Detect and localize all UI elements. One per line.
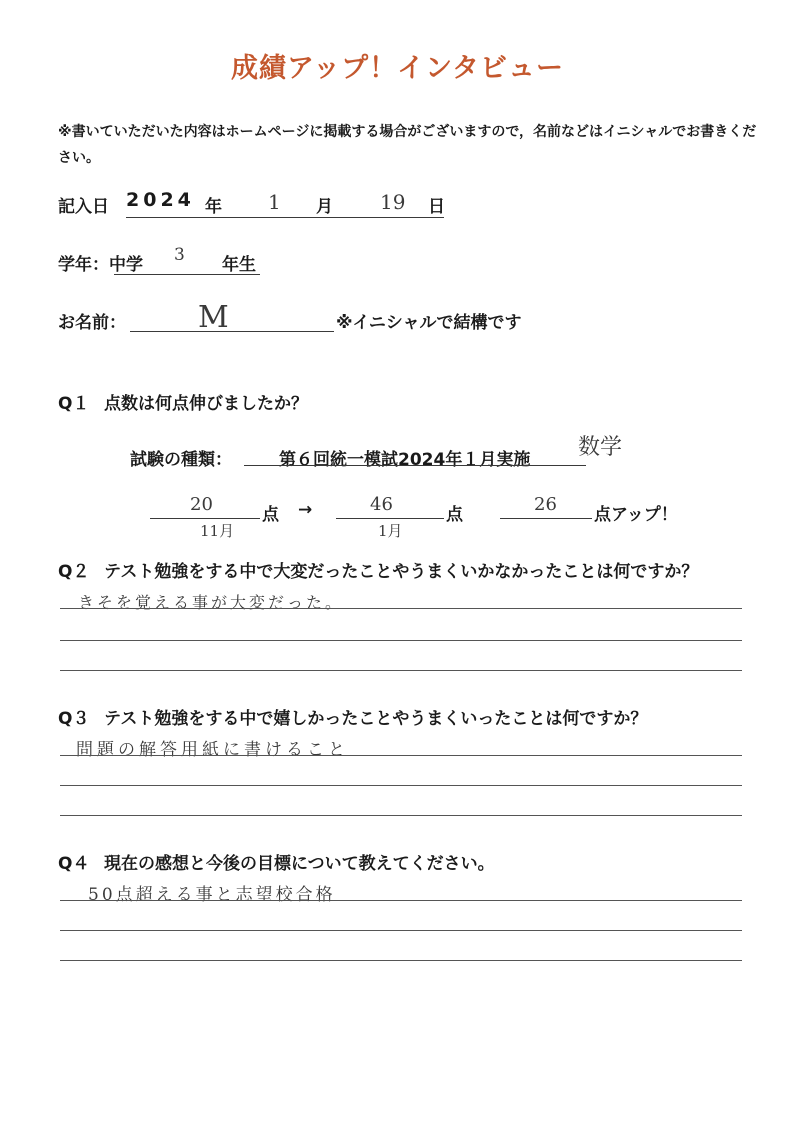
q1-up-underline bbox=[500, 518, 592, 519]
grade-value: 3 bbox=[174, 245, 185, 265]
q4-answer: 50点超える事と志望校合格 bbox=[88, 885, 336, 905]
q1-after-score: 46 bbox=[370, 494, 393, 515]
page-title: 成績アップ！インタビュー bbox=[230, 53, 565, 84]
q1-after-underline bbox=[336, 518, 444, 519]
entry-date-month: 1 bbox=[268, 190, 281, 214]
q3-answer: 問題の解答用紙に書けること bbox=[76, 740, 349, 760]
q2-question bbox=[58, 557, 698, 582]
q1-unit-1: 点 bbox=[262, 505, 279, 525]
entry-date-year-unit: 年 bbox=[205, 197, 222, 217]
q1-test-underline bbox=[244, 465, 586, 466]
grade-suffix: 年生 bbox=[222, 255, 256, 275]
q4-answer-line-2 bbox=[60, 930, 742, 931]
q1-up-value: 26 bbox=[534, 494, 557, 515]
grade-underline bbox=[114, 274, 260, 275]
q2-answer-line-2 bbox=[60, 640, 742, 641]
q2-answer-line-3 bbox=[60, 670, 742, 671]
name-value: M bbox=[198, 300, 231, 335]
q1-question bbox=[58, 389, 308, 414]
q1-after-month: 1月 bbox=[378, 522, 403, 540]
q3-answer-line-3 bbox=[60, 815, 742, 816]
q4-number: Q４ bbox=[58, 854, 90, 874]
q2-answer: きそを覚える事が大変だった。 bbox=[78, 593, 345, 612]
q1-before-month: 11月 bbox=[200, 522, 235, 540]
q1-test-label: 試験の種類： bbox=[130, 450, 232, 470]
q1-text: 点数は何点伸びましたか？ bbox=[104, 394, 308, 414]
entry-date-label: 記入日 bbox=[58, 197, 109, 217]
q1-subject: 数学 bbox=[578, 435, 623, 460]
q4-answer-line-3 bbox=[60, 960, 742, 961]
name-suffix: ※イニシャルで結構です bbox=[336, 313, 522, 333]
q4-question bbox=[58, 849, 495, 874]
q2-text: テスト勉強をする中で大変だったことやうまくいかなかったことは何ですか？ bbox=[104, 562, 699, 582]
q2-number: Q２ bbox=[58, 562, 90, 582]
q3-number: Q３ bbox=[58, 709, 90, 729]
grade-label: 学年：中学 bbox=[58, 255, 143, 275]
q1-up-label: 点アップ！ bbox=[594, 505, 678, 525]
q3-question bbox=[58, 704, 647, 729]
q1-before-underline bbox=[150, 518, 260, 519]
arrow-icon: → bbox=[298, 500, 313, 520]
entry-date-day-unit: 日 bbox=[428, 197, 445, 217]
q1-before-score: 20 bbox=[190, 494, 213, 515]
q1-test-value: 第６回統一模試2024年１月実施 bbox=[279, 450, 531, 470]
entry-date-month-unit: 月 bbox=[316, 197, 333, 217]
q4-text: 現在の感想と今後の目標について教えてください。 bbox=[104, 854, 495, 874]
name-label: お名前： bbox=[58, 313, 126, 333]
q3-text: テスト勉強をする中で嬉しかったことやうまくいったことは何ですか？ bbox=[104, 709, 648, 729]
q3-answer-line-1 bbox=[60, 755, 742, 756]
q4-answer-line-1 bbox=[60, 900, 742, 901]
q2-answer-line-1 bbox=[60, 608, 742, 609]
entry-date-underline bbox=[126, 217, 444, 218]
entry-date-day: 19 bbox=[380, 190, 406, 214]
entry-date-year: 2024 bbox=[126, 189, 195, 211]
name-underline bbox=[130, 331, 334, 332]
instruction-note: ※書いていただいた内容はホームページに掲載する場合がございますので，名前などはイニシャルでお書きください。 bbox=[58, 124, 757, 166]
q3-answer-line-2 bbox=[60, 785, 742, 786]
q1-number: Q１ bbox=[58, 394, 90, 414]
q1-unit-2: 点 bbox=[446, 505, 463, 525]
